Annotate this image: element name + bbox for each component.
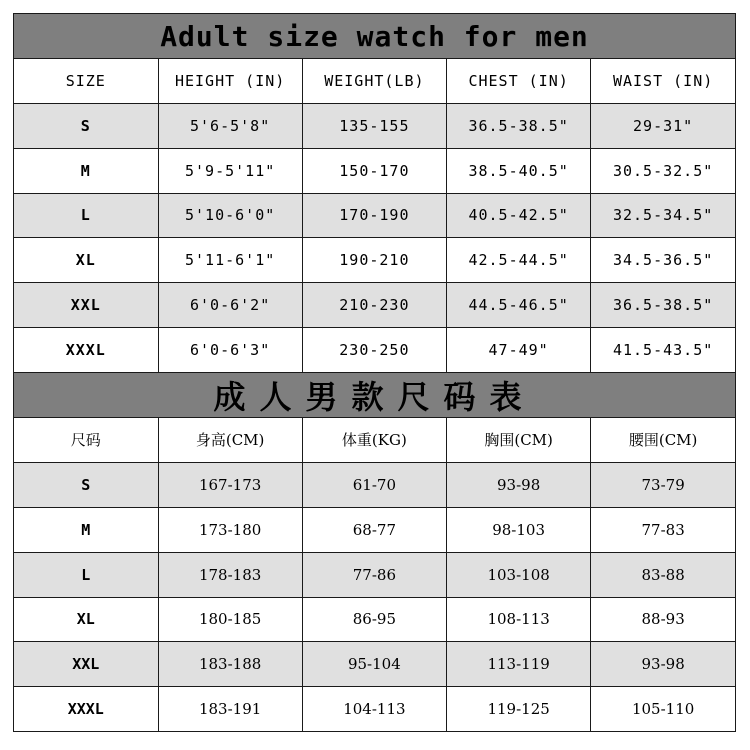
header-row (14, 418, 735, 463)
table-row (14, 552, 735, 597)
table-row (14, 238, 735, 283)
size-label: XXL (14, 282, 158, 327)
table-row (14, 282, 735, 327)
measurement-cell: 88-93 (591, 597, 735, 642)
measurement-cell: 44.5-46.5" (447, 282, 591, 327)
measurement-cell: 29-31" (591, 104, 735, 149)
measurement-cell: 32.5-34.5" (591, 193, 735, 238)
measurement-cell: 36.5-38.5" (447, 104, 591, 149)
measurement-cell: 104-113 (302, 687, 446, 732)
measurement-cell: 73-79 (591, 463, 735, 508)
measurement-cell: 47-49" (447, 327, 591, 372)
measurement-cell: 42.5-44.5" (447, 238, 591, 283)
column-header: 胸围(CM) (447, 418, 591, 463)
size-label: S (14, 463, 158, 508)
measurement-cell: 93-98 (591, 642, 735, 687)
measurement-cell: 77-83 (591, 507, 735, 552)
measurement-cell: 86-95 (302, 597, 446, 642)
table-row (14, 507, 735, 552)
table-row (14, 463, 735, 508)
measurement-cell: 5'10-6'0" (158, 193, 302, 238)
column-header: WAIST (IN) (591, 59, 735, 104)
measurement-cell: 6'0-6'2" (158, 282, 302, 327)
measurement-cell: 170-190 (302, 193, 446, 238)
measurement-cell: 178-183 (158, 552, 302, 597)
column-header: HEIGHT (IN) (158, 59, 302, 104)
measurement-cell: 98-103 (447, 507, 591, 552)
table-row (14, 104, 735, 149)
measurement-cell: 5'9-5'11" (158, 148, 302, 193)
cn-size-title: 成人男款尺码表 (14, 372, 735, 418)
column-header: 尺码 (14, 418, 158, 463)
column-header: CHEST (IN) (447, 59, 591, 104)
measurement-cell: 41.5-43.5" (591, 327, 735, 372)
measurement-cell: 93-98 (447, 463, 591, 508)
measurement-cell: 113-119 (447, 642, 591, 687)
measurement-cell: 135-155 (302, 104, 446, 149)
column-header: SIZE (14, 59, 158, 104)
column-header: WEIGHT(LB) (302, 59, 446, 104)
column-header: 身高(CM) (158, 418, 302, 463)
size-chart (13, 13, 736, 732)
measurement-cell: 5'6-5'8" (158, 104, 302, 149)
size-label: XXL (14, 642, 158, 687)
measurement-cell: 36.5-38.5" (591, 282, 735, 327)
table-row (14, 597, 735, 642)
measurement-cell: 210-230 (302, 282, 446, 327)
measurement-cell: 150-170 (302, 148, 446, 193)
size-label: XXXL (14, 687, 158, 732)
size-label: M (14, 507, 158, 552)
header-row (14, 59, 735, 104)
measurement-cell: 34.5-36.5" (591, 238, 735, 283)
size-label: L (14, 552, 158, 597)
measurement-cell: 40.5-42.5" (447, 193, 591, 238)
measurement-cell: 83-88 (591, 552, 735, 597)
table-row (14, 687, 735, 732)
measurement-cell: 5'11-6'1" (158, 238, 302, 283)
us-size-table (14, 59, 735, 372)
measurement-cell: 183-191 (158, 687, 302, 732)
column-header: 体重(KG) (302, 418, 446, 463)
table-row (14, 193, 735, 238)
measurement-cell: 119-125 (447, 687, 591, 732)
size-label: S (14, 104, 158, 149)
measurement-cell: 173-180 (158, 507, 302, 552)
measurement-cell: 167-173 (158, 463, 302, 508)
table-row (14, 642, 735, 687)
measurement-cell: 183-188 (158, 642, 302, 687)
size-label: XL (14, 597, 158, 642)
measurement-cell: 108-113 (447, 597, 591, 642)
column-header: 腰围(CM) (591, 418, 735, 463)
size-label: XXXL (14, 327, 158, 372)
us-size-title: Adult size watch for men (14, 14, 735, 59)
measurement-cell: 61-70 (302, 463, 446, 508)
size-label: L (14, 193, 158, 238)
table-row (14, 327, 735, 372)
measurement-cell: 30.5-32.5" (591, 148, 735, 193)
measurement-cell: 230-250 (302, 327, 446, 372)
measurement-cell: 95-104 (302, 642, 446, 687)
measurement-cell: 190-210 (302, 238, 446, 283)
measurement-cell: 77-86 (302, 552, 446, 597)
measurement-cell: 180-185 (158, 597, 302, 642)
cn-size-table (14, 418, 735, 732)
measurement-cell: 6'0-6'3" (158, 327, 302, 372)
measurement-cell: 68-77 (302, 507, 446, 552)
measurement-cell: 103-108 (447, 552, 591, 597)
size-label: M (14, 148, 158, 193)
table-row (14, 148, 735, 193)
size-label: XL (14, 238, 158, 283)
measurement-cell: 105-110 (591, 687, 735, 732)
measurement-cell: 38.5-40.5" (447, 148, 591, 193)
